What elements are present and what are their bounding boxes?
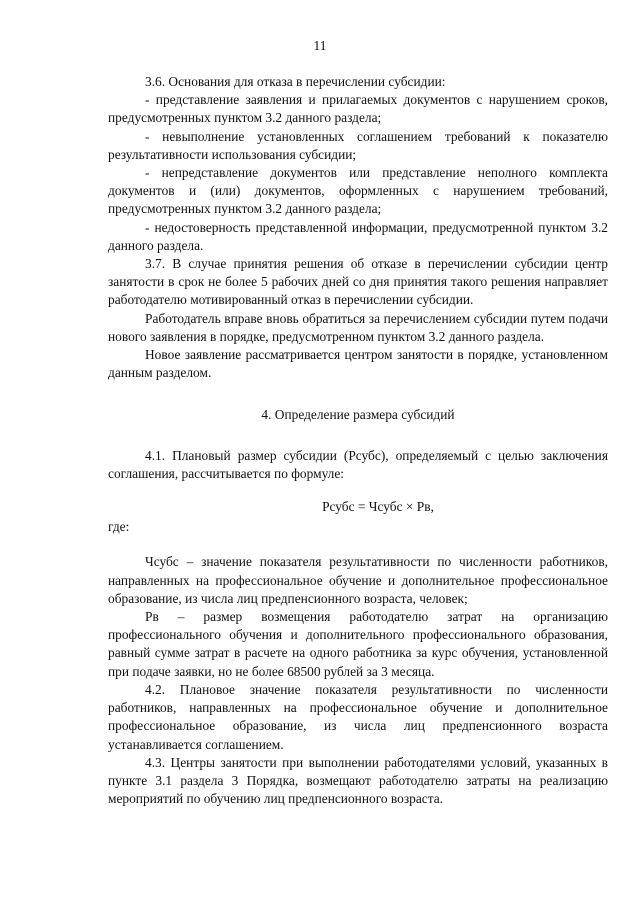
paragraph-3-7: 3.7. В случае принятия решения об отказе в перечислении субсидии центр занятости в срок не более 5 рабочих дней со дня принятия такого решения направляет работодателю мотивированный отказ в перечислении субсидии. [108, 256, 608, 308]
definition-rv: Рв – размер возмещения работодателю затрат на организацию профессионального обучения и дополнительного профессионального образования, равный сумме затрат в расчете на одного работника за курс обучения, установленной при подаче заявки, но не более 68500 рублей за 3 месяца. [108, 609, 608, 679]
where-label: где: [108, 519, 130, 535]
formula: Рсубс = Чсубс × Рв, [322, 499, 434, 515]
definition-chsubs: Чсубс – значение показателя результативности по численности работников, направленных на профессиональное обучение и дополнительное профессиональное образование, из числа лиц предпенсионного возраста, человек; [108, 554, 608, 606]
paragraph-reapply: Работодатель вправе вновь обратиться за перечислением субсидии путем подачи нового заявления в порядке, предусмотренном пунктом 3.2 данного раздела. [108, 310, 608, 344]
document-body [108, 73, 608, 808]
paragraph-3-6: 3.6. Основания для отказа в перечислении субсидии: [145, 74, 446, 89]
list-item-false-information: - недостоверность представленной информации, предусмотренной пунктом 3.2 данного раздела. [108, 219, 608, 253]
paragraph-4-2: 4.2. Плановое значение показателя результативности по численности работников, направленных на профессиональное обучение и дополнительное профессиональное образование, из числа лиц предпенсионного возраста устанавливается соглашением. [108, 681, 608, 752]
list-item-requirements-not-met: - невыполнение установленных соглашением требований к показателю результативности использования субсидии; [108, 128, 608, 162]
paragraph-new-application: Новое заявление рассматривается центром занятости в порядке, установленном данным разделом. [108, 347, 608, 381]
section-heading: 4. Определение размера субсидий [261, 407, 455, 423]
paragraph-4-1: 4.1. Плановый размер субсидии (Рсубс), определяемый с целью заключения соглашения, рассчитывается по формуле: [108, 447, 608, 481]
list-item-incomplete-documents: - непредставление документов или представление неполного комплекта документов и (или) документов, оформленных с нарушением требований, предусмотренных пунктом 3.2 данного раздела; [108, 165, 608, 217]
page-number: 11 [313, 38, 327, 53]
paragraph-4-3: 4.3. Центры занятости при выполнении работодателями условий, указанных в пункте 3.1 раздела 3 Порядка, возмещают работодателю затраты на реализацию мероприятий по обучению лиц предпенсионного возраста. [108, 754, 608, 807]
list-item-late-submission: - представление заявления и прилагаемых документов с нарушением сроков, предусмотренных пунктом 3.2 данного раздела; [108, 92, 608, 126]
